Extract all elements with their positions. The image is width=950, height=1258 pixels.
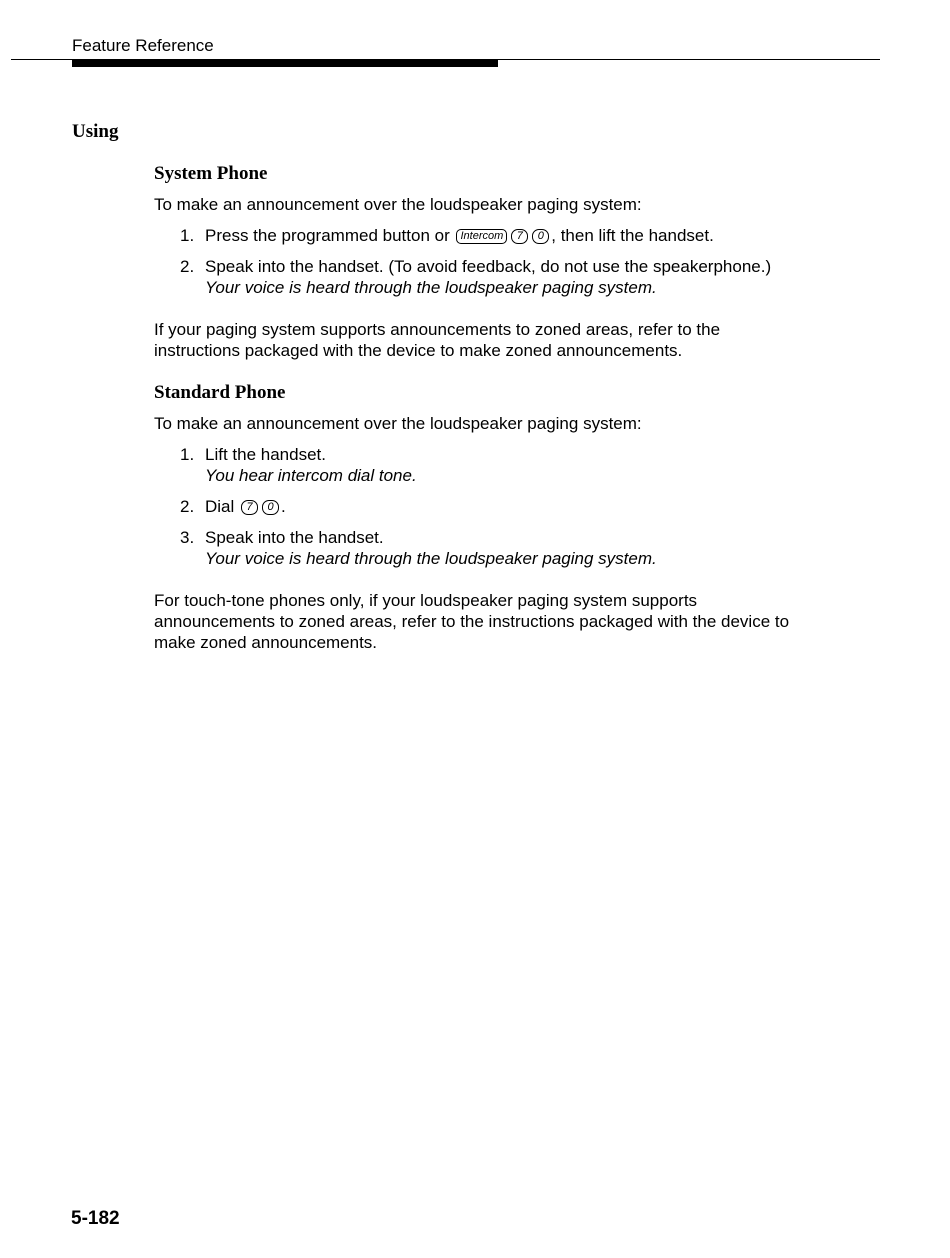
standard-phone-step-2	[154, 496, 794, 517]
step-text-after: , then lift the handset.	[551, 226, 714, 245]
dial-key-7: 7	[241, 500, 258, 515]
step-result: You hear intercom dial tone.	[205, 466, 417, 485]
dial-key-0: 0	[532, 229, 549, 244]
section-heading: Using	[72, 121, 119, 142]
header-rule-thick	[72, 60, 498, 67]
system-phone-heading: System Phone	[154, 163, 268, 184]
intercom-key: Intercom	[456, 229, 507, 244]
system-phone-step-2	[154, 256, 794, 298]
step-text: Lift the handset.	[205, 445, 326, 464]
system-phone-step-1	[154, 225, 794, 246]
dial-key-0: 0	[262, 500, 279, 515]
step-result: Your voice is heard through the loudspeaker paging system.	[205, 549, 657, 568]
step-text: Press the programmed button or	[205, 226, 450, 245]
step-number: 1.	[180, 226, 195, 245]
standard-phone-intro: To make an announcement over the loudspeaker paging system:	[154, 414, 642, 433]
system-phone-intro: To make an announcement over the loudspeaker paging system:	[154, 195, 642, 214]
dial-key-7: 7	[511, 229, 528, 244]
step-text: Speak into the handset. (To avoid feedback, do not use the speakerphone.)	[205, 257, 772, 276]
step-text-after: .	[281, 497, 286, 516]
step-number: 3.	[180, 528, 195, 547]
system-phone-steps	[154, 225, 794, 298]
step-result: Your voice is heard through the loudspeaker paging system.	[205, 278, 657, 297]
standard-phone-heading: Standard Phone	[154, 382, 286, 403]
standard-phone-step-3	[154, 527, 794, 569]
step-number: 2.	[180, 497, 195, 516]
step-text: Speak into the handset.	[205, 528, 384, 547]
running-head: Feature Reference	[72, 36, 214, 55]
step-number: 1.	[180, 445, 195, 464]
page-number: 5-182	[71, 1208, 120, 1229]
content-body	[154, 163, 794, 663]
system-phone-note: If your paging system supports announcements to zoned areas, refer to the instructions packaged with the device to make zoned announcements.	[154, 320, 721, 360]
standard-phone-note: For touch-tone phones only, if your loudspeaker paging system supports announcements to zoned areas, refer to the instructions packaged with the device to make zoned announcements.	[154, 591, 790, 652]
standard-phone-steps	[154, 444, 794, 569]
step-number: 2.	[180, 257, 195, 276]
step-text: Dial	[205, 497, 235, 516]
standard-phone-step-1	[154, 444, 794, 486]
